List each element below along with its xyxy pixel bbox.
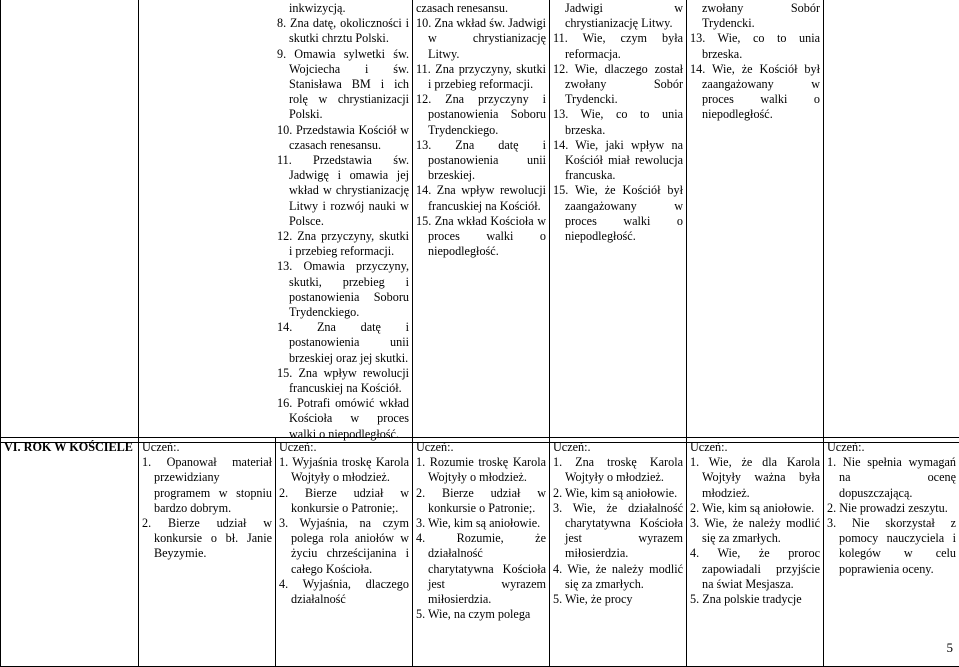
list-item: 12. Wie, dlaczego został zwołany Sobór Trydencki.: [553, 62, 683, 108]
grade-cell-1: [139, 438, 276, 667]
top-cell-1: [1, 0, 139, 442]
list-item: 4. Wie, że należy modlić się za zmarłych.: [553, 562, 683, 592]
list-item: czasach renesansu.: [416, 1, 546, 16]
list-item: 13. Wie, co to unia brzeska.: [553, 107, 683, 137]
student-label: Uczeń:.: [279, 440, 409, 455]
list-item: 1. Nie spełnia wymagań na ocenę dopuszczającą.: [827, 455, 956, 501]
list-item: 15. Zna wkład Kościoła w proces walki o niepodległość.: [416, 214, 546, 260]
list-item: 1. Wie, że dla Karola Wojtyły ważna była młodzież.: [690, 455, 820, 501]
list-item: 5. Zna polskie tradycje: [690, 592, 820, 607]
list-item: 2. Wie, kim są aniołowie.: [690, 501, 820, 516]
list-item: 3. Wie, kim są aniołowie.: [416, 516, 546, 531]
list-item: 2. Wie, kim są aniołowie.: [553, 486, 683, 501]
top-cell-3: [413, 0, 550, 442]
top-cell-6: [824, 0, 959, 442]
grade-cell-4: [550, 438, 687, 667]
grade-cell-6: [824, 438, 959, 667]
list-item: inkwizycją.: [277, 1, 409, 16]
list-item: 12. Zna przyczyny i postanowienia Soboru Trydenckiego.: [416, 92, 546, 138]
list-item: 9. Omawia sylwetki św. Wojciecha i św. Stanisława BM i ich rolę w chrystianizacji Polski.: [277, 47, 409, 123]
table-row: [1, 438, 959, 667]
list-item: 13. Wie, co to unia brzeska.: [690, 31, 820, 61]
list-item: 5. Wie, na czym polega: [416, 607, 546, 622]
grade-cell-3: [413, 438, 550, 667]
list-item: 11. Wie, czym była reformacja.: [553, 31, 683, 61]
requirements-list: [279, 455, 409, 607]
student-label: Uczeń:.: [416, 440, 546, 455]
requirements-list: [553, 31, 683, 244]
list-item: 11. Przedstawia św. Jadwigę i omawia jej wkład w chrystianizację Litwy i rozwój nauki w Polsce.: [277, 153, 409, 229]
requirements-list: [690, 31, 820, 122]
list-item: 15. Zna wpływ rewolucji francuskiej na Kościół.: [277, 366, 409, 396]
list-item: 3. Wie, że należy modlić się za zmarłych.: [690, 516, 820, 546]
list-item: 11. Zna przyczyny, skutki i przebieg reformacji.: [416, 62, 546, 92]
requirements-list: [553, 455, 683, 607]
requirements-list: [416, 16, 546, 259]
list-item: 1. Wyjaśnia troskę Karola Wojtyły o młodzież.: [279, 455, 409, 485]
list-item: 15. Wie, że Kościół był zaangażowany w proces walki o niepodległość.: [553, 183, 683, 244]
list-item: 3. Wyjaśnia, na czym polega rola aniołów w życiu chrześcijanina i całego Kościoła.: [279, 516, 409, 577]
list-item: 13. Omawia przyczyny, skutki, przebieg i postanowienia Soboru Trydenckiego.: [277, 259, 409, 320]
list-item: 14. Wie, jaki wpływ na Kościół miał rewolucja francuska.: [553, 138, 683, 184]
student-label: Uczeń:.: [827, 440, 956, 455]
requirements-list: [690, 455, 820, 607]
list-item: zwołany Sobór Trydencki.: [690, 1, 820, 31]
list-item: 14. Zna wpływ rewolucji francuskiej na Kościół.: [416, 183, 546, 213]
list-item: 4. Wyjaśnia, dlaczego działalność: [279, 577, 409, 607]
list-item: 8. Zna datę, okoliczności i skutki chrztu Polski.: [277, 16, 409, 46]
top-cell-2: [139, 0, 413, 442]
list-item: 4. Wie, że proroc zapowiadali przyjście na świat Mesjasza.: [690, 546, 820, 592]
list-item: 14. Wie, że Kościół był zaangażowany w proces walki o niepodległość.: [690, 62, 820, 123]
list-item: 2. Bierze udział w konkursie o Patronie;.: [416, 486, 546, 516]
student-label: Uczeń:.: [553, 440, 683, 455]
list-item: 12. Zna przyczyny, skutki i przebieg reformacji.: [277, 229, 409, 259]
top-cell-5: [687, 0, 824, 442]
list-item: 5. Wie, że procy: [553, 592, 683, 607]
student-label: Uczeń:.: [690, 440, 820, 455]
list-item: 16. Potrafi omówić wkład Kościoła w proces walki o niepodległość.: [277, 396, 409, 442]
list-item: 1. Zna troskę Karola Wojtyły o młodzież.: [553, 455, 683, 485]
student-label: Uczeń:.: [142, 440, 272, 455]
list-item: 1. Opanował materiał przewidziany programem w stopniu bardzo dobrym.: [142, 455, 272, 516]
list-item: 3. Nie skorzystał z pomocy nauczyciela i kolegów w celu poprawienia oceny.: [827, 516, 956, 577]
requirements-list: [142, 455, 272, 561]
list-item: 13. Zna datę i postanowienia unii brzeskiej.: [416, 138, 546, 184]
requirements-list: [416, 455, 546, 622]
grade-requirements-table-bottom: [0, 437, 959, 667]
list-item: Jadwigi w chrystianizację Litwy.: [553, 1, 683, 31]
list-item: 2. Nie prowadzi zeszytu.: [827, 501, 956, 516]
section-title: VI. ROK W KOŚCIELE: [4, 440, 133, 454]
list-item: 10. Zna wkład św. Jadwigi w chrystianizację Litwy.: [416, 16, 546, 62]
grade-cell-2: [276, 438, 413, 667]
list-item: 2. Bierze udział w konkursie o Patronie;.: [279, 486, 409, 516]
top-cell-4: [550, 0, 687, 442]
requirements-list: [827, 455, 956, 577]
list-item: 4. Rozumie, że działalność charytatywna Kościoła jest wyrazem miłosierdzia.: [416, 531, 546, 607]
grade-cell-5: [687, 438, 824, 667]
list-item: 2. Bierze udział w konkursie o bł. Janie Beyzymie.: [142, 516, 272, 562]
table-row: [1, 0, 959, 442]
list-item: 10. Przedstawia Kościół w czasach renesansu.: [277, 123, 409, 153]
list-item: 3. Wie, że działalność charytatywna Kościoła jest wyrazem miłosierdzia.: [553, 501, 683, 562]
page-number: 5: [947, 640, 954, 656]
section-title-cell: [1, 438, 139, 667]
list-item: 1. Rozumie troskę Karola Wojtyły o młodzież.: [416, 455, 546, 485]
requirements-list: [277, 16, 409, 442]
list-item: 14. Zna datę i postanowienia unii brzeskiej oraz jej skutki.: [277, 320, 409, 366]
